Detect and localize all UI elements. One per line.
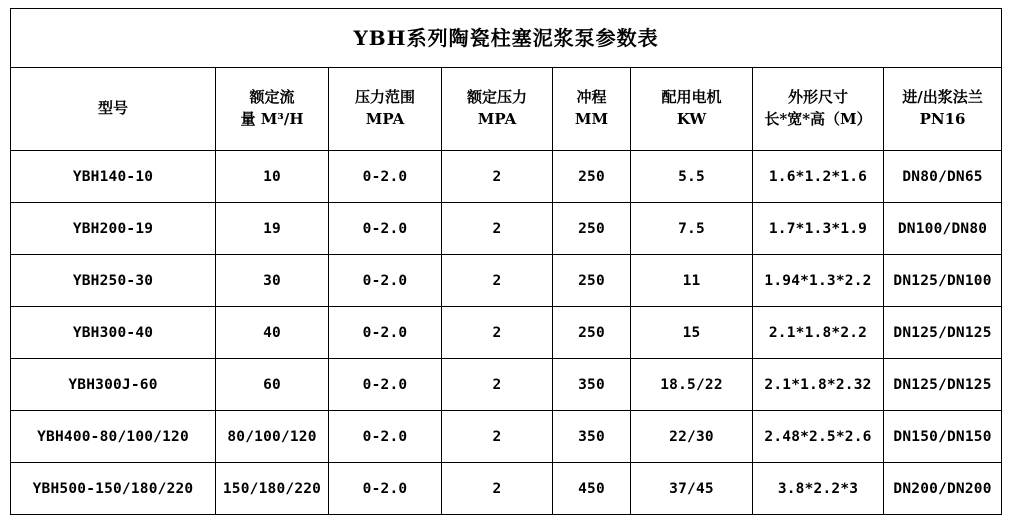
- column-header-flow-line1: 额定流: [249, 88, 295, 107]
- table-row: [11, 203, 1002, 255]
- cell-flow: 40: [216, 307, 329, 359]
- cell-flow: 19: [216, 203, 329, 255]
- column-header-rated-pressure-line1: 额定压力: [466, 88, 527, 107]
- column-header-dimensions: [753, 68, 884, 151]
- cell-model: YBH200-19: [11, 203, 216, 255]
- cell-flange: DN150/DN150: [884, 411, 1002, 463]
- cell-flange: DN80/DN65: [884, 151, 1002, 203]
- cell-motor: 11: [631, 255, 753, 307]
- table-row: [11, 463, 1002, 515]
- cell-model: YBH300J-60: [11, 359, 216, 411]
- cell-rated-pressure: 2: [442, 411, 553, 463]
- cell-pressure-range: 0-2.0: [329, 307, 442, 359]
- table-row: [11, 307, 1002, 359]
- cell-flow: 150/180/220: [216, 463, 329, 515]
- cell-pressure-range: 0-2.0: [329, 151, 442, 203]
- cell-stroke: 350: [553, 411, 631, 463]
- cell-dimensions: 1.7*1.3*1.9: [753, 203, 884, 255]
- table-header-row: [11, 68, 1002, 151]
- table-body: [11, 151, 1002, 515]
- cell-model: YBH140-10: [11, 151, 216, 203]
- cell-dimensions: 3.8*2.2*3: [753, 463, 884, 515]
- column-header-stroke-line1: 冲程: [576, 88, 607, 107]
- cell-model: YBH500-150/180/220: [11, 463, 216, 515]
- cell-flange: DN200/DN200: [884, 463, 1002, 515]
- cell-pressure-range: 0-2.0: [329, 359, 442, 411]
- column-header-dimensions-line1: 外形尺寸: [787, 88, 848, 107]
- table-row: [11, 359, 1002, 411]
- column-header-stroke: [553, 68, 631, 151]
- cell-rated-pressure: 2: [442, 255, 553, 307]
- cell-pressure-range: 0-2.0: [329, 203, 442, 255]
- cell-rated-pressure: 2: [442, 151, 553, 203]
- column-header-flange-line2: PN16: [919, 110, 966, 128]
- cell-stroke: 450: [553, 463, 631, 515]
- cell-pressure-range: 0-2.0: [329, 463, 442, 515]
- column-header-pressure-range-line1: 压力范围: [354, 88, 415, 107]
- cell-pressure-range: 0-2.0: [329, 255, 442, 307]
- column-header-flange-line1: 进/出浆法兰: [902, 88, 983, 107]
- cell-dimensions: 2.48*2.5*2.6: [753, 411, 884, 463]
- cell-stroke: 250: [553, 203, 631, 255]
- cell-motor: 37/45: [631, 463, 753, 515]
- cell-flow: 80/100/120: [216, 411, 329, 463]
- cell-flange: DN100/DN80: [884, 203, 1002, 255]
- cell-rated-pressure: 2: [442, 203, 553, 255]
- cell-stroke: 350: [553, 359, 631, 411]
- cell-stroke: 250: [553, 151, 631, 203]
- column-header-stroke-line2: MM: [574, 110, 609, 128]
- column-header-flow: [216, 68, 329, 151]
- cell-dimensions: 1.94*1.3*2.2: [753, 255, 884, 307]
- cell-motor: 18.5/22: [631, 359, 753, 411]
- table-title-row: [11, 9, 1002, 68]
- table-row: [11, 411, 1002, 463]
- column-header-rated-pressure: [442, 68, 553, 151]
- cell-dimensions: 2.1*1.8*2.32: [753, 359, 884, 411]
- column-header-pressure-range: [329, 68, 442, 151]
- cell-flange: DN125/DN100: [884, 255, 1002, 307]
- table-row: [11, 151, 1002, 203]
- cell-flow: 60: [216, 359, 329, 411]
- cell-pressure-range: 0-2.0: [329, 411, 442, 463]
- cell-dimensions: 1.6*1.2*1.6: [753, 151, 884, 203]
- cell-model: YBH400-80/100/120: [11, 411, 216, 463]
- column-header-motor-line2: KW: [676, 110, 707, 128]
- column-header-rated-pressure-line2: MPA: [477, 110, 517, 128]
- cell-motor: 22/30: [631, 411, 753, 463]
- cell-rated-pressure: 2: [442, 307, 553, 359]
- column-header-motor-line1: 配用电机: [661, 88, 722, 107]
- cell-stroke: 250: [553, 255, 631, 307]
- cell-model: YBH250-30: [11, 255, 216, 307]
- parameter-table: [10, 8, 1002, 515]
- column-header-model-line1: 型号: [97, 99, 128, 118]
- table-row: [11, 255, 1002, 307]
- cell-rated-pressure: 2: [442, 359, 553, 411]
- cell-dimensions: 2.1*1.8*2.2: [753, 307, 884, 359]
- column-header-flange: [884, 68, 1002, 151]
- cell-flow: 30: [216, 255, 329, 307]
- column-header-flow-line2: 量 M³/H: [240, 110, 304, 128]
- cell-flow: 10: [216, 151, 329, 203]
- cell-flange: DN125/DN125: [884, 359, 1002, 411]
- column-header-motor: [631, 68, 753, 151]
- column-header-pressure-range-line2: MPA: [365, 110, 405, 128]
- cell-motor: 15: [631, 307, 753, 359]
- cell-motor: 7.5: [631, 203, 753, 255]
- cell-stroke: 250: [553, 307, 631, 359]
- cell-flange: DN125/DN125: [884, 307, 1002, 359]
- page-title: YBH系列陶瓷柱塞泥浆泵参数表: [11, 9, 1002, 68]
- cell-model: YBH300-40: [11, 307, 216, 359]
- column-header-dimensions-line2: 长*宽*高（M）: [764, 110, 872, 128]
- cell-motor: 5.5: [631, 151, 753, 203]
- column-header-model: [11, 68, 216, 151]
- cell-rated-pressure: 2: [442, 463, 553, 515]
